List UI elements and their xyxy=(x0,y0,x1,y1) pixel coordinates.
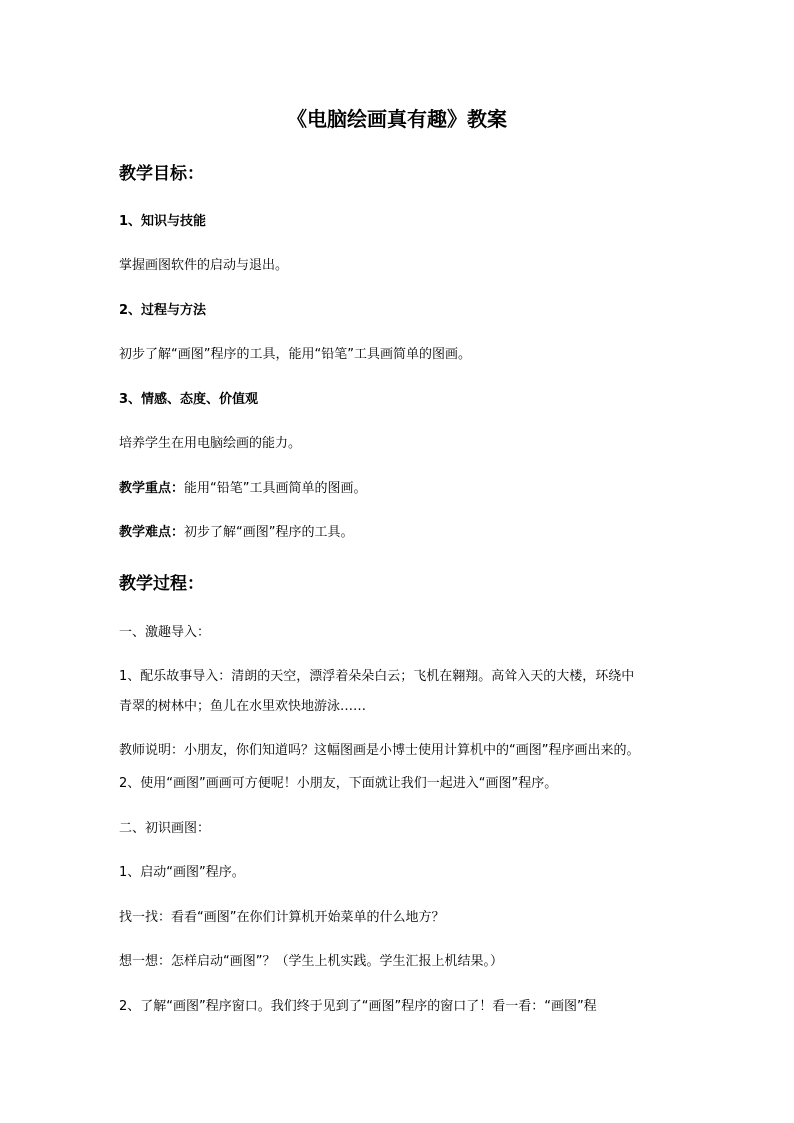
objective-3-text: 培养学生在用电脑绘画的能力。 xyxy=(119,436,302,451)
section1-paragraph1-line1: 1、配乐故事导入：清朗的天空，漂浮着朵朵白云；飞机在翱翔。高耸入天的大楼，环绕中 xyxy=(119,669,635,684)
objectives-heading: 教学目标： xyxy=(119,164,204,184)
document-title: 《电脑绘画真有趣》教案 xyxy=(287,107,507,131)
section1-paragraph3: 2、使用“画图”画画可方便呢！小朋友，下面就让我们一起进入“画图”程序。 xyxy=(119,776,558,791)
key-point-label: 教学重点： xyxy=(119,481,185,496)
difficulty-paragraph xyxy=(119,523,354,543)
objective-1-heading: 1、知识与技能 xyxy=(119,214,207,229)
key-point-text: 能用“铅笔”工具画简单的图画。 xyxy=(184,481,367,496)
section2-paragraph4: 2、了解“画图”程序窗口。我们终于见到了“画图”程序的窗口了！看一看：“画图”程 xyxy=(119,999,597,1014)
section2-paragraph3: 想一想：怎样启动“画图”？（学生上机实践。学生汇报上机结果。） xyxy=(119,954,503,969)
objective-2-heading: 2、过程与方法 xyxy=(119,303,207,318)
section2-heading: 二、初识画图： xyxy=(119,821,211,836)
section2-paragraph2: 找一找：看看“画图”在你们计算机开始菜单的什么地方？ xyxy=(119,910,445,925)
objective-3-heading: 3、情感、态度、价值观 xyxy=(119,392,259,407)
section1-paragraph2: 教师说明：小朋友，你们知道吗？这幅图画是小博士使用计算机中的“画图”程序画出来的。 xyxy=(119,743,640,758)
difficulty-label: 教学难点： xyxy=(119,525,185,540)
section1-heading: 一、激趣导入： xyxy=(119,625,211,640)
difficulty-text: 初步了解“画图”程序的工具。 xyxy=(184,525,354,540)
section2-paragraph1: 1、启动“画图”程序。 xyxy=(119,865,245,880)
key-point-paragraph xyxy=(119,479,367,499)
objective-2-text: 初步了解“画图”程序的工具，能用“铅笔”工具画简单的图画。 xyxy=(119,347,471,362)
section1-paragraph1-line2: 青翠的树林中；鱼儿在水里欢快地游泳…… xyxy=(119,699,367,714)
objective-1-text: 掌握画图软件的启动与退出。 xyxy=(119,258,289,273)
process-heading: 教学过程： xyxy=(119,574,204,594)
